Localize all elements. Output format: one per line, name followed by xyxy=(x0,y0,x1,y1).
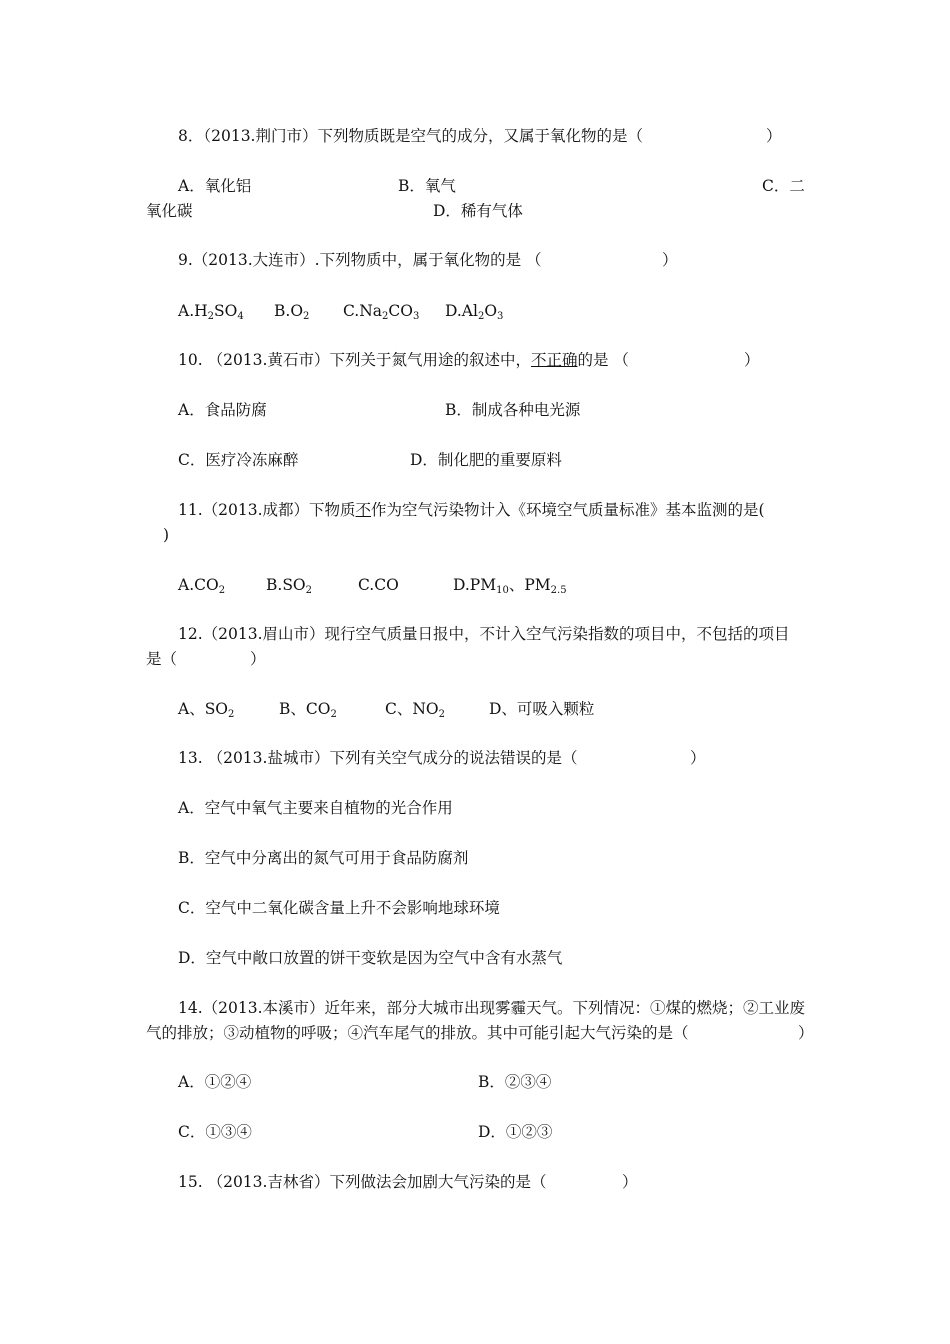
question-9-option-a: $A.H_2SO_4$ xyxy=(178,302,244,322)
question-10-option-d: D．制化肥的重要原料 xyxy=(410,451,562,469)
question-13-option-b: B．空气中分离出的氮气可用于食品防腐剂 xyxy=(178,849,469,867)
question-12-option-b: B、$CO_2$ xyxy=(279,700,337,720)
question-9-option-b: $B.O_2$ xyxy=(274,302,310,322)
question-10-close-paren: ） xyxy=(744,351,760,369)
question-11-option-a: $A.CO_2$ xyxy=(178,576,226,596)
question-8-option-d: D．稀有气体 xyxy=(433,202,523,220)
question-8-option-c-cont: 氧化碳 xyxy=(146,202,193,220)
question-14-stem: 14.（2013.本溪市）近年来，部分大城市出现雾霾天气。下列情况：①煤的燃烧；②工业废 xyxy=(178,999,806,1017)
question-12-close-paren: ） xyxy=(250,650,266,668)
question-13-option-a: A．空气中氧气主要来自植物的光合作用 xyxy=(178,799,453,817)
question-8-option-c: C．二 xyxy=(762,177,805,195)
question-11-option-b: $B.SO_2$ xyxy=(266,576,313,596)
question-9-option-d: $D.Al_2O_3$ xyxy=(445,302,504,322)
question-8-option-a: A．氧化铝 xyxy=(178,177,252,195)
emphasis-underline: 不正确 xyxy=(530,351,578,369)
question-12-option-c: C、$NO_2$ xyxy=(385,700,446,720)
question-14-option-a: A．①②④ xyxy=(178,1073,252,1091)
question-8-stem: 8．（2013.荆门市）下列物质既是空气的成分，又属于氧化物的是（ xyxy=(178,127,643,145)
question-12-stem: 12.（2013.眉山市）现行空气质量日报中，不计入空气污染指数的项目中，不包括的项目 xyxy=(178,625,790,643)
question-14-option-d: D．①②③ xyxy=(478,1123,553,1141)
question-15-close-paren: ） xyxy=(622,1173,638,1191)
question-13-stem: 13. （2013.盐城市）下列有关空气成分的说法错误的是（ xyxy=(178,749,578,767)
question-12-stem-cont: 是（ xyxy=(146,650,178,668)
question-14-close-paren: ） xyxy=(798,1024,814,1042)
question-9-close-paren: ） xyxy=(662,251,678,269)
question-9-stem: 9.（2013.大连市）.下列物质中，属于氧化物的是 （ xyxy=(178,251,542,269)
question-14-stem-cont: 气的排放；③动植物的呼吸；④汽车尾气的排放。其中可能引起大气污染的是（ xyxy=(146,1024,689,1042)
question-12-option-d: D、可吸入颗粒 xyxy=(489,700,595,718)
question-8-close-paren: ） xyxy=(766,127,782,145)
question-10-option-b: B．制成各种电光源 xyxy=(445,401,581,419)
question-10-stem: 10. （2013.黄石市）下列关于氮气用途的叙述中，不正确的是 （ xyxy=(178,351,629,369)
question-10-option-a: A．食品防腐 xyxy=(178,401,267,419)
question-11-close-paren: ) xyxy=(163,526,170,544)
question-14-option-b: B．②③④ xyxy=(478,1073,552,1091)
emphasis-underline: 不 xyxy=(355,501,372,519)
question-11-stem: 11.（2013.成都）下物质不作为空气污染物计入《环境空气质量标准》基本监测的是( xyxy=(178,501,765,519)
question-10-option-c: C．医疗冷冻麻醉 xyxy=(178,451,299,469)
question-8-option-b: B．氧气 xyxy=(398,177,456,195)
question-9-option-c: $C.Na_2CO_3$ xyxy=(343,302,420,322)
question-15-stem: 15. （2013.吉林省）下列做法会加剧大气污染的是（ xyxy=(178,1173,547,1191)
question-11-option-c: C.CO xyxy=(358,576,399,594)
question-12-option-a: A、$SO_2$ xyxy=(178,700,235,720)
question-13-option-c: C．空气中二氧化碳含量上升不会影响地球环境 xyxy=(178,899,500,917)
question-13-option-d: D．空气中敞口放置的饼干变软是因为空气中含有水蒸气 xyxy=(178,949,563,967)
question-13-close-paren: ） xyxy=(690,749,706,767)
question-14-option-c: C．①③④ xyxy=(178,1123,252,1141)
question-11-option-d: $D.PM_{10}$、$PM_{2.5}$ xyxy=(453,576,567,596)
